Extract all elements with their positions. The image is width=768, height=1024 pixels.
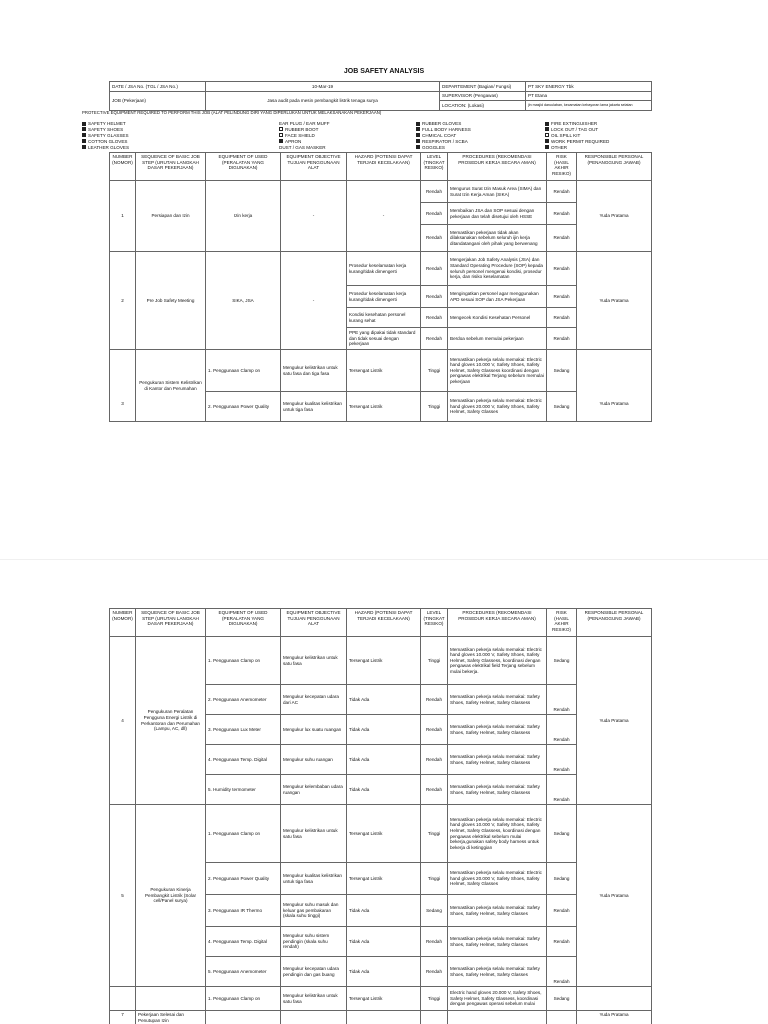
ppe-item: COTTON GLOVES	[82, 139, 129, 145]
document-title: JOB SAFETY ANALYSIS	[343, 68, 425, 75]
procedure: Membaikan JSA dan SOP sesuai dengan pekerjaan dan telah disetujui oleh HSSE	[448, 203, 547, 225]
col-header-hazard: HAZARD (POTENSI DAPAT TERJADI KECELAKAAN)	[347, 153, 421, 181]
ppe-column-2	[279, 121, 330, 151]
checked-box-icon	[82, 122, 86, 126]
row-number: 4	[110, 637, 136, 805]
final-risk: Rendah	[547, 308, 577, 328]
final-risk: Rendah	[547, 927, 577, 957]
col-header-step: SEQUENCE OF BASIC JOB STEP (URUTAN LANGKAH DASAR PEKERJAAN)	[136, 153, 206, 181]
ppe-item: LOCK OUT / TAG OUT	[545, 127, 609, 133]
page-2	[0, 560, 768, 1024]
row-number: 5	[110, 805, 136, 987]
unchecked-box-icon	[279, 133, 283, 137]
hazard: Tersengat Listrik	[347, 863, 421, 895]
table-row	[110, 805, 652, 863]
row-number: 1	[110, 181, 136, 252]
hazard: Tidak Ada	[347, 957, 421, 987]
hazard: -	[347, 181, 421, 252]
procedure: Memastikan pekerja selalu memakai: Safety Shoes, Safety Helmet, Safety Glasses	[448, 927, 547, 957]
responsible-person: Yuda Pratama	[577, 181, 652, 252]
procedure: Memastikan pekerja selalu memakai: Electric hand gloves 10.000 V, Safety Shoes, Safety Helmet, Safety Glassess, koordinasi dengan pengawas elektrikal field Terjang sebelum mulai bekerja.	[448, 637, 547, 685]
final-risk: Sedang	[547, 805, 577, 863]
procedure: Mengingatkan personel agar menggunakan APD sesuai SOP dan JSA Pekerjaan	[448, 286, 547, 308]
risk-level: Rendah	[421, 225, 448, 252]
ppe-heading: PROTECTIVE EQUIPMENT REQUIRED TO PERFORM THIS JOB (ALAT PELINDUNG DIRI YANG DIPERLUKAN UNTUK MELAKSANAKAN PEKERJAAN)	[82, 110, 382, 115]
equipment-objective: Mengukur kelistrikan untuk satu fasa	[281, 637, 347, 685]
equipment: 2. Penggunaan Power Quality	[206, 863, 281, 895]
job-value: Jasa audit pada mesin pembangkit listrik tenaga surya	[206, 92, 440, 111]
procedure: Mengecek Kondisi Kesehatan Personel	[448, 308, 547, 328]
equipment-objective: Mengukur suhu sistem pendingin (skala suhu rendah)	[281, 927, 347, 957]
ppe-column-3	[416, 121, 471, 151]
hazard: Tersengat Listrik	[347, 350, 421, 392]
equipment: 2. Penggunaan Power Quality	[206, 392, 281, 422]
ppe-item: OIL SPILL KIT	[545, 133, 609, 139]
equipment: 4. Penggunaan Temp. Digital	[206, 927, 281, 957]
hazard: Tidak Ada	[347, 895, 421, 927]
procedure: Mengerjakan Job Safety Analysis (JSA) dan Standard Operating Procedure (SOP) kepada seluruh personel mengenai kondisi, prosedur kerja, dan risiko keselamatan	[448, 252, 547, 286]
equipment-objective: Mengukur kecepatan udara pendingin dan gas buang	[281, 957, 347, 987]
col-header-obj: EQUIPMENT OBJECTIVE TUJUAN PENGGUNAAN ALAT	[281, 153, 347, 181]
checked-box-icon	[82, 145, 86, 149]
final-risk: Rendah	[547, 775, 577, 805]
ppe-column-4	[545, 121, 609, 151]
procedure: Memastikan pekerja selalu memakai: Electric hand gloves 10.000 V, Safety Shoes, Safety Helmet, Safety Glassess, koordinasi dengan pengawas elektrikal sebelum mulai bekerja,gunakan safety body harness untuk bekerja di ketinggian	[448, 805, 547, 863]
row-number: 7	[110, 1011, 136, 1024]
equipment: 3. Penggunaan Lux Meter	[206, 715, 281, 745]
risk-level: Rendah	[421, 745, 448, 775]
procedure: Mengurus Surat Izin Masuk Area (SIMA) dan Surat Izin Kerja Aman (SIKA)	[448, 181, 547, 203]
hazard: Prosedur keselamatan kerja kurang/tidak dimengerti	[347, 252, 421, 286]
ppe-item: APRON	[279, 139, 330, 145]
checked-box-icon	[416, 139, 420, 143]
hazard: Tersengat Listrik	[347, 805, 421, 863]
equipment-objective: Mengukur lux suatu ruangan	[281, 715, 347, 745]
checked-box-icon	[545, 139, 549, 143]
equipment-objective: -	[281, 252, 347, 350]
date-label: DATE / JSA No. (TGL / JSA No.)	[110, 82, 206, 92]
ppe-item: RUBBER GLOVES	[416, 121, 471, 127]
unchecked-box-icon	[279, 127, 283, 131]
checked-box-icon	[82, 133, 86, 137]
unchecked-box-icon	[545, 133, 549, 137]
table-row	[110, 637, 652, 685]
responsible-person: Yuda Pratama	[577, 1011, 652, 1024]
checked-box-icon	[279, 139, 283, 143]
table-header-row	[110, 153, 652, 181]
job-step: Pengukuran Peralatan Pengguna Energi Listrik di Perkantoran dan Perumahan (Lampu, AC, dll)	[136, 637, 206, 805]
final-risk: Rendah	[547, 181, 577, 203]
header-table	[109, 81, 652, 111]
risk-level: Rendah	[421, 685, 448, 715]
col-header-proc: PROCEDURES (REKOMENDASI PROSEDUR KERJA SECARA AMAN)	[448, 609, 547, 637]
final-risk: Rendah	[547, 715, 577, 745]
risk-level: Tinggi	[421, 863, 448, 895]
equipment-objective: Mengukur kelistrikan untuk satu fasa	[281, 805, 347, 863]
checked-box-icon	[82, 139, 86, 143]
procedure: Memastikan pekerja selalu memakai: Safety Shoes, Safety Helmet, Safety Glassess	[448, 715, 547, 745]
hazard: Tersengat Listrik	[347, 637, 421, 685]
ppe-item: RUBBER BOOT	[279, 127, 330, 133]
ppe-column-1	[82, 121, 129, 151]
row-number: 3	[110, 350, 136, 422]
risk-level: Tinggi	[421, 987, 448, 1011]
procedure: Memastikan pekerja selalu memakai: Safety Shoes, Safety Helmet, Safety Glassess	[448, 745, 547, 775]
hazard: Tidak Ada	[347, 745, 421, 775]
table-row	[110, 1011, 652, 1024]
ppe-item: FIRE EXTINGUISHER	[545, 121, 609, 127]
col-header-proc: PROCEDURES (REKOMENDASI PROSEDUR KERJA SECARA AMAN)	[448, 153, 547, 181]
col-header-no: NUMBER (NOMOR)	[110, 153, 136, 181]
jsa-table-page-1	[109, 152, 652, 422]
hazard: Tidak Ada	[347, 927, 421, 957]
ppe-item: FACE SHIELD	[279, 133, 330, 139]
procedure: Memastikan pekerja selalu memakai: Safety Shoes, Safety Helmet, Safety Glassess	[448, 685, 547, 715]
checked-box-icon	[416, 127, 420, 131]
col-header-step: SEQUENCE OF BASIC JOB STEP (URUTAN LANGKAH DASAR PEKERJAAN)	[136, 609, 206, 637]
checked-box-icon	[416, 145, 420, 149]
table-row	[110, 181, 652, 203]
ppe-section	[82, 110, 652, 152]
risk-level: Rendah	[421, 715, 448, 745]
responsible-person: Yuda Pratama	[577, 805, 652, 987]
hazard: Tidak Ada	[347, 775, 421, 805]
final-risk: Rendah	[547, 252, 577, 286]
col-header-resp: RESPONSIBLE PERSONAL (PENANGGUNG JAWAB)	[577, 153, 652, 181]
risk-level: Rendah	[421, 328, 448, 350]
procedure: Memastikan pekerja selalu memakai: Electric hand gloves 20.000 V, Safety Shoes, Safety Helmet, Safety Glasses	[448, 392, 547, 422]
col-header-risk: RISK (HASIL AKHIR RESIKO)	[547, 609, 577, 637]
equipment: SIKA, JSA	[206, 252, 281, 350]
responsible-person: Yuda Pratama	[577, 252, 652, 350]
procedure: Berdoa sebelum memulai pekerjaan	[448, 328, 547, 350]
ppe-item: WORK PERMIT REQUIRED	[545, 139, 609, 145]
responsible-person: Yuda Pratama	[577, 350, 652, 422]
final-risk: Sedang	[547, 987, 577, 1011]
equipment-objective: Mengukur kecepatan udara dari AC	[281, 685, 347, 715]
hazard: Tidak Ada	[347, 715, 421, 745]
col-header-equip: EQUIPMENT OF USED (PERALATAN YANG DIGUNAKAN)	[206, 153, 281, 181]
ppe-item: RESPIRATOR / SCBA	[416, 139, 471, 145]
final-risk: Rendah	[547, 203, 577, 225]
equipment-objective: Mengukur kelembaban udara ruangan	[281, 775, 347, 805]
final-risk: Rendah	[547, 685, 577, 715]
equipment: 5. Penggunaan Anemometer	[206, 957, 281, 987]
equipment-objective: Mengukur kelistrikan untuk satu fasa dan tiga fasa	[281, 350, 347, 392]
job-label: JOB (Pekerjaan)	[110, 92, 206, 111]
equipment-objective: Mengukur kelistrikan untuk satu fasa	[281, 987, 347, 1011]
responsible-person: Yuda Pratama	[577, 637, 652, 805]
risk-level: Tinggi	[421, 805, 448, 863]
checked-box-icon	[545, 127, 549, 131]
equipment: 1. Penggunaan Clamp on	[206, 350, 281, 392]
ppe-item: DUST / GAS MASKER	[279, 144, 326, 150]
job-step: Pekerjaan Selesai dan Penutupan Izin	[136, 1011, 206, 1024]
supervisor-value: PT Etana	[526, 92, 652, 101]
final-risk: Sedang	[547, 637, 577, 685]
risk-level: Rendah	[421, 308, 448, 328]
final-risk: Rendah	[547, 286, 577, 308]
hazard: Tersengat Listrik	[347, 987, 421, 1011]
location-label: LOCATION: (Lokasi)	[440, 101, 526, 111]
procedure: Memastikan pekerjaan tidak akan dilaksanakan sebelum seluruh ijin kerja ditandatangani oleh pihak yang berwenang	[448, 225, 547, 252]
hazard: Tidak Ada	[347, 685, 421, 715]
dept-label: DEPARTEMENT (Bagian/ Fungsi)	[440, 82, 526, 92]
final-risk: Rendah	[547, 328, 577, 350]
risk-level: Tinggi	[421, 637, 448, 685]
risk-level: Sedang	[421, 895, 448, 927]
job-step: Pre Job Safety Meeting	[136, 252, 206, 350]
procedure: Electric hand gloves 20.000 V, Safety Shoes, Safety Helmet, Safety Glassess, koordinasi dengan pengawas operasi sebelum mulai	[448, 987, 547, 1011]
equipment: 1. Penggunaan Clamp on	[206, 987, 281, 1011]
equipment-objective: Mengukur kualitas kelistrikan untuk tiga fasa	[281, 863, 347, 895]
table-header-row	[110, 609, 652, 637]
job-step: Pengukuran Sistem Kelistrikan di Kantor dan Perumahan	[136, 350, 206, 422]
risk-level: Rendah	[421, 252, 448, 286]
equipment: 5. Humidity termometer	[206, 775, 281, 805]
col-header-risk: RISK (HASIL AKHIR RESIKO)	[547, 153, 577, 181]
col-header-level: LEVEL (TINGKAT RESIKO)	[421, 609, 448, 637]
job-step: Pengukuran Kinerja Pembangkit Listrik (Solar cell/Panel surya)	[136, 805, 206, 987]
final-risk: Sedang	[547, 350, 577, 392]
final-risk: Sedang	[547, 863, 577, 895]
col-header-resp: RESPONSIBLE PERSONAL (PENANGGUNG JAWAB)	[577, 609, 652, 637]
procedure: Memastikan pekerja selalu memakai: Safety Shoes, Safety Helmet, Safety Glassess	[448, 775, 547, 805]
job-step: Persiapan dan Izin	[136, 181, 206, 252]
procedure: Memastikan pekerja selalu memakai: Electric hand gloves 20.000 V, Safety Shoes, Safety Helmet, Safety Glasses	[448, 863, 547, 895]
ppe-item: CHMICAL COAT	[416, 133, 471, 139]
dept-value: PT SKY ENERGY Tbk	[526, 82, 652, 92]
equipment: 1. Penggunaan Clamp on	[206, 637, 281, 685]
ppe-item: FULL BODY HARNESS	[416, 127, 471, 133]
procedure: Memastikan pekerja selalu memakai: Safety Shoes, Safety Helmet, Safety Glasses	[448, 957, 547, 987]
col-header-equip: EQUIPMENT OF USED (PERALATAN YANG DIGUNAKAN)	[206, 609, 281, 637]
checked-box-icon	[545, 145, 549, 149]
hazard: Tersengat Listrik	[347, 392, 421, 422]
location-value: jln masjid daruulaban, kecamatan kebayoran lama jakarta selatan	[526, 101, 652, 111]
hazard: Kondisi kesehatan personel kurang sehat	[347, 308, 421, 328]
risk-level: Tinggi	[421, 392, 448, 422]
procedure: Memastikan pekerja selalu memakai: Safety Shoes, Safety Helmet, Safety Glasses	[448, 895, 547, 927]
checked-box-icon	[545, 122, 549, 126]
final-risk: Rendah	[547, 895, 577, 927]
row-number: 2	[110, 252, 136, 350]
risk-level: Rendah	[421, 181, 448, 203]
table-row	[110, 350, 652, 392]
table-row	[110, 252, 652, 286]
jsa-table-page-2	[109, 608, 652, 1024]
equipment: 1. Penggunaan Clamp on	[206, 805, 281, 863]
risk-level: Rendah	[421, 203, 448, 225]
equipment-objective: -	[281, 181, 347, 252]
risk-level: Rendah	[421, 957, 448, 987]
risk-level: Rendah	[421, 775, 448, 805]
date-value: 10-Mar-19	[206, 82, 440, 92]
equipment: 4. Penggunaan Temp. Digital	[206, 745, 281, 775]
ppe-item: SAFETY SHOES	[82, 127, 129, 133]
equipment: 3. Penggunaan IR Thermo	[206, 895, 281, 927]
final-risk: Rendah	[547, 745, 577, 775]
ppe-item: SAFETY HELMET	[82, 121, 129, 127]
final-risk: Rendah	[547, 225, 577, 252]
checked-box-icon	[416, 133, 420, 137]
col-header-obj: EQUIPMENT OBJECTIVE TUJUAN PENGGUNAAN ALAT	[281, 609, 347, 637]
risk-level: Rendah	[421, 286, 448, 308]
equipment: Izin kerja	[206, 181, 281, 252]
procedure: Memastikan pekerja selalu memakai: Electric hand gloves 10.000 V, Safety Shoes, Safety Helmet, Safety Glassess koordinasi dengan pengawas elektrikal Terjang sebelum memulai pekerjaan	[448, 350, 547, 392]
ppe-item: GOGGLES	[416, 145, 471, 151]
checked-box-icon	[416, 122, 420, 126]
supervisor-label: SUPERVISOR (Pengawas)	[440, 92, 526, 101]
final-risk: Rendah	[547, 957, 577, 987]
col-header-no: NUMBER (NOMOR)	[110, 609, 136, 637]
ppe-item: OTHER	[545, 145, 609, 151]
risk-level: Rendah	[421, 927, 448, 957]
final-risk: Sedang	[547, 392, 577, 422]
equipment-objective: Mengukur suhu masuk dan keluar gas pembakaran (skala suhu tinggi)	[281, 895, 347, 927]
hazard: PPE yang dipakai tidak standard dan tidak sesuai dengan pekerjaan	[347, 328, 421, 350]
equipment-objective: Mengukur kualitas kelistrikan untuk tiga fasa	[281, 392, 347, 422]
ppe-item: EAR PLUG / EAR MUFF	[279, 121, 330, 126]
col-header-hazard: HAZARD (POTENSI DAPAT TERJADI KECELAKAAN)	[347, 609, 421, 637]
ppe-item: LEATHER GLOVES	[82, 145, 129, 151]
equipment-objective: Mengukur suhu ruangan	[281, 745, 347, 775]
hazard: Prosedur keselamatan kerja kurang/tidak dimengerti	[347, 286, 421, 308]
checked-box-icon	[82, 127, 86, 131]
table-row	[110, 987, 652, 1011]
equipment: 2. Penggunaan Anemometer	[206, 685, 281, 715]
ppe-item: SAFETY GLASSES	[82, 133, 129, 139]
risk-level: Tinggi	[421, 350, 448, 392]
col-header-level: LEVEL (TINGKAT RESIKO)	[421, 153, 448, 181]
